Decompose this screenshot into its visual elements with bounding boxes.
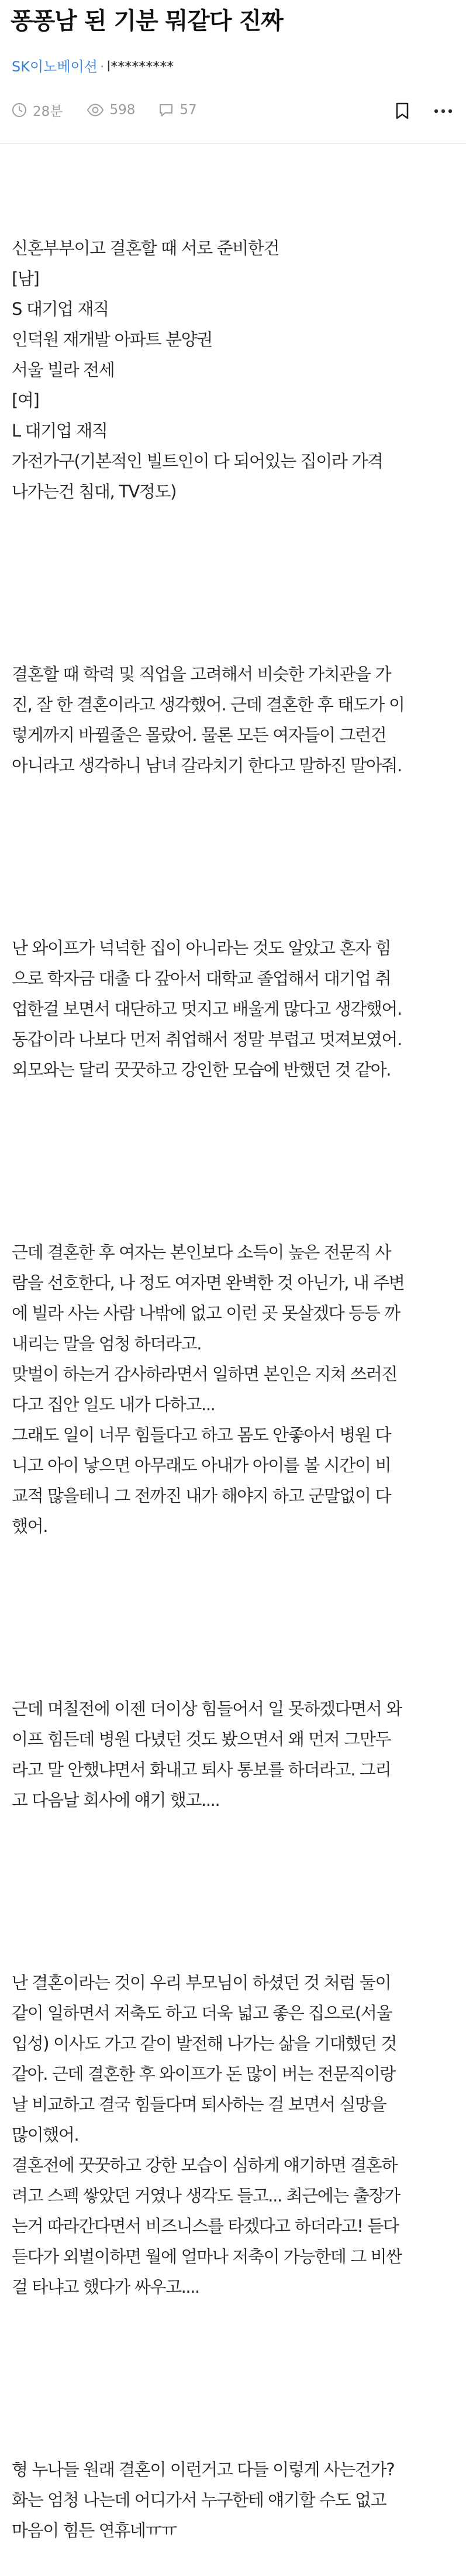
view-count: 598	[109, 102, 136, 118]
comment-icon	[158, 102, 174, 118]
post-header	[0, 0, 466, 143]
post-meta	[12, 56, 174, 77]
comment-count: 57	[180, 102, 197, 118]
post-time: 28분	[33, 104, 63, 119]
content-paragraph: 근데 며칠전에 이젠 더이상 힘들어서 일 못하겠다면서 와 이프 힘든데 병원 다녔던 것도 봤으면서 왜 먼저 그만두 라고 말 안했냐면서 화내고 퇴사 통보를 하더라고. 그리 고 다음날 회사에 얘기 했고....	[12, 1699, 402, 1810]
clock-icon	[12, 102, 27, 118]
paragraph-gap	[12, 842, 458, 872]
more-dots-icon	[434, 109, 453, 114]
bookmark-button[interactable]	[393, 101, 412, 122]
paragraph-gap	[12, 2363, 458, 2393]
post-content	[12, 172, 458, 2576]
meta-separator: ·	[99, 59, 105, 75]
views-stat	[87, 102, 136, 118]
paragraph-gap	[12, 568, 458, 598]
bookmark-icon	[395, 102, 409, 120]
comments-stat[interactable]	[158, 102, 196, 118]
post-stats	[12, 98, 220, 122]
content-paragraph: 근데 결혼한 후 여자는 본인보다 소득이 높은 전문직 사 람을 선호한다, 나 정도 여자면 완벽한 것 아닌가, 내 주변 에 빌라 사는 사람 나밖에 없고 이런 곳 못살겠다 등등 까 내리는 말을 엄청 하더라고. 맞벌이 하는거 감사하라면서 일하면 본인은 지쳐 쓰러진 다고 집안 일도 내가 다하고... 그래도 일이 너무 힘들다고 하고 몸도 안좋아서 병원 다 니고 아이 낳으면 아무래도 아내가 아이를 볼 시간이 비 교적 많을테니 그 전까진 내가 해야지 하고 군말없이 다 했어.	[12, 1242, 405, 1536]
paragraph-gap	[12, 1876, 458, 1907]
paragraph-gap	[12, 1146, 458, 1176]
paragraph-gap	[12, 1602, 458, 1633]
more-options-button[interactable]	[430, 101, 456, 122]
post-title: 퐁퐁남 된 기분 뭐같다 진짜	[11, 8, 283, 35]
content-paragraph: 난 결혼이라는 것이 우리 부모님이 하셨던 것 처럼 둘이 같이 일하면서 저축도 하고 더욱 넓고 좋은 집으로(서울 입성) 이사도 가고 같이 발전해 나가는 삶을 기대했던 것 같아. 근데 결혼한 후 와이프가 돈 많이 버는 전문직이랑 날 비교하고 결국 힘들다며 퇴사하는 걸 보면서 실망을 많이했어. 결혼전에 꿋꿋하고 강한 모습이 심하게 얘기하면 결혼하 려고 스펙 쌓았던 거였나 생각도 들고... 최근에는 출장가 는거 따라간다면서 비즈니스를 타겠다고 하더라고! 듣다 듣다가 외벌이하면 월에 얼마나 저축이 가능한데 그 비싼 걸 타냐고 했다가 싸우고....	[12, 1973, 402, 2297]
company-link[interactable]: SK이노베이션	[12, 59, 98, 75]
eye-icon	[87, 102, 104, 118]
content-paragraph: 난 와이프가 넉넉한 집이 아니라는 것도 알았고 혼자 힘 으로 학자금 대출 다 갚아서 대학교 졸업해서 대기업 취 업한걸 보면서 대단하고 멋지고 배울게 많다고 생각했어. 동갑이라 나보다 먼저 취업해서 정말 부럽고 멋져보였어. 외모와는 달리 꿋꿋하고 강인한 모습에 반했던 것 같아.	[12, 938, 402, 1080]
author-name: l*********	[106, 59, 174, 75]
content-paragraph: 신혼부부이고 결혼할 때 서로 준비한건 [남] S 대기업 재직 인덕원 재개발 아파트 분양권 서울 빌라 전세 [여] L 대기업 재직 가전가구(기본적인 빌트인이 다 되어있는 집이라 가격 나가는건 침대, TV정도)	[12, 238, 383, 502]
content-paragraph: 결혼할 때 학력 및 직업을 고려해서 비슷한 가치관을 가 진, 잘 한 결혼이라고 생각했어. 근데 결혼한 후 태도가 이 렇게까지 바뀔줄은 몰랐어. 물론 모든 여자들이 그런건 아니라고 생각하니 남녀 갈라치기 한다고 말하진 말아줘.	[12, 664, 405, 775]
time-stat	[12, 101, 63, 120]
header-divider	[0, 143, 466, 144]
content-paragraph: 형 누나들 원래 결혼이 이런거고 다들 이렇게 사는건가? 화는 엄청 나는데 어디가서 누구한테 얘기할 수도 없고 마음이 힘든 연휴네ㅠㅠ	[12, 2460, 395, 2540]
